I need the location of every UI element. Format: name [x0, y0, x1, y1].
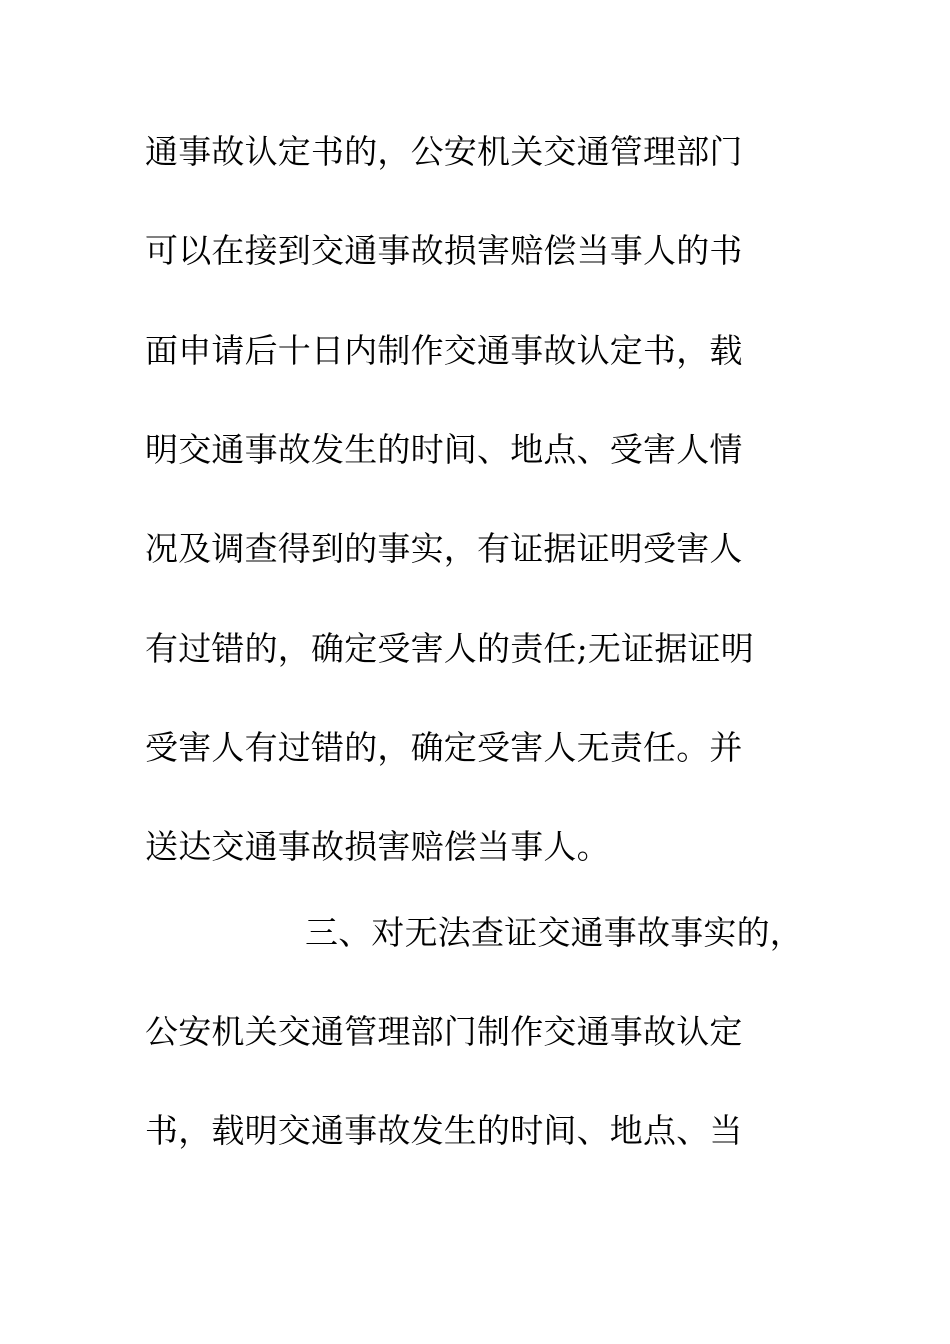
- paragraph-line: 面申请后十日内制作交通事故认定书，载: [145, 331, 743, 370]
- section-heading-line: 三、对无法查证交通事故事实的，: [305, 913, 803, 952]
- paragraph-line: 书，载明交通事故发生的时间、地点、当: [145, 1111, 743, 1150]
- paragraph-line: 公安机关交通管理部门制作交通事故认定: [145, 1012, 743, 1051]
- paragraph-line: 可以在接到交通事故损害赔偿当事人的书: [145, 231, 743, 270]
- paragraph-line: 有过错的，确定受害人的责任;无证据证明: [145, 629, 754, 668]
- paragraph-line: 受害人有过错的，确定受害人无责任。并: [145, 728, 743, 767]
- paragraph-line: 明交通事故发生的时间、地点、受害人情: [145, 430, 743, 469]
- paragraph-line: 送达交通事故损害赔偿当事人。: [145, 827, 610, 866]
- paragraph-line: 通事故认定书的，公安机关交通管理部门: [145, 132, 743, 171]
- paragraph-line: 况及调查得到的事实，有证据证明受害人: [145, 529, 743, 568]
